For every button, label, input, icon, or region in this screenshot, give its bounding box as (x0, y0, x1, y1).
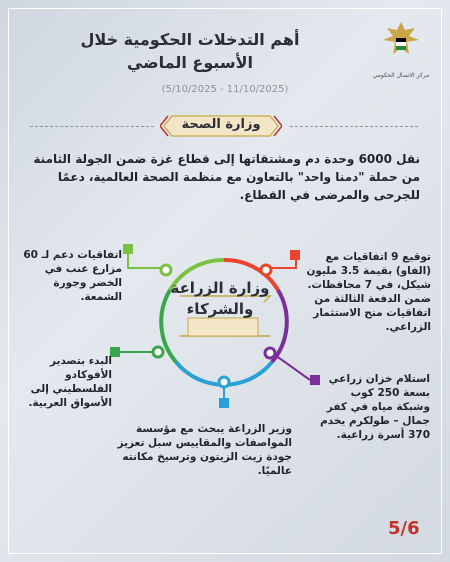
agriculture-ministry-label (170, 278, 270, 320)
connector-lightgreen (128, 250, 162, 268)
date-range: (5/10/2025 - 11/10/2025) (161, 84, 289, 95)
marker-square-red (290, 250, 300, 260)
node-purple (265, 348, 275, 358)
node-blue (219, 377, 229, 387)
title-line-2: الأسبوع الماضي (126, 53, 254, 72)
health-news-text: نقل 6000 وحدة دم ومشتقاتها إلى قطاع غزة ضمن الجولة الثامنة من حملة "دمنا واحد" بالتعاون مع منظمة الصحة العالمية، دعمًا للجرحى والمرضى في القطاع. (33, 152, 420, 202)
title-line-1: أهم التدخلات الحكومية خلال (80, 30, 300, 49)
agri-item-grape-farmers: اتفاقيات دعم لـ 60 مزارع عنب في الخضر وجورة الشمعة. (23, 249, 122, 303)
connector-purple (275, 355, 310, 380)
page-number: 5/6 (388, 518, 420, 539)
agri-item-olive-oil: وزير الزراعة يبحث مع مؤسسة المواصفات والمقاييس سبل تعزيز جودة زيت الزيتون وترسيخ مكانته عالميًا. (117, 423, 292, 477)
agriculture-label-line-1: وزارة الزراعة (170, 279, 270, 297)
marker-square-lightgreen (123, 244, 133, 254)
node-red (261, 265, 271, 275)
agri-item-avocado-export: البدء بتصدير الأفوكادو الفلسطيني إلى الأسواق العربية. (28, 355, 112, 409)
health-label-text: وزارة الصحة (181, 117, 261, 132)
node-green (153, 347, 163, 357)
agri-item-water-tank: استلام خزان زراعي بسعة 250 كوب وشبكة مياه في كفر جمال – طولكرم يخدم 370 أسرة زراعية. (320, 373, 430, 441)
logo-caption: مركز الاتصال الحكومي (372, 72, 430, 79)
agriculture-label-line-2: والشركاء (186, 300, 254, 318)
node-lightgreen (161, 265, 171, 275)
agri-item-fao-agreements: توقيع 9 اتفاقيات مع (الفاو) بقيمة 3.5 مليون شيكل، في 7 محافظات. ضمن الدفعة الثالثة من اتفاقيات منح الاستثمار الزراعي. (306, 251, 431, 333)
marker-square-blue (219, 398, 229, 408)
